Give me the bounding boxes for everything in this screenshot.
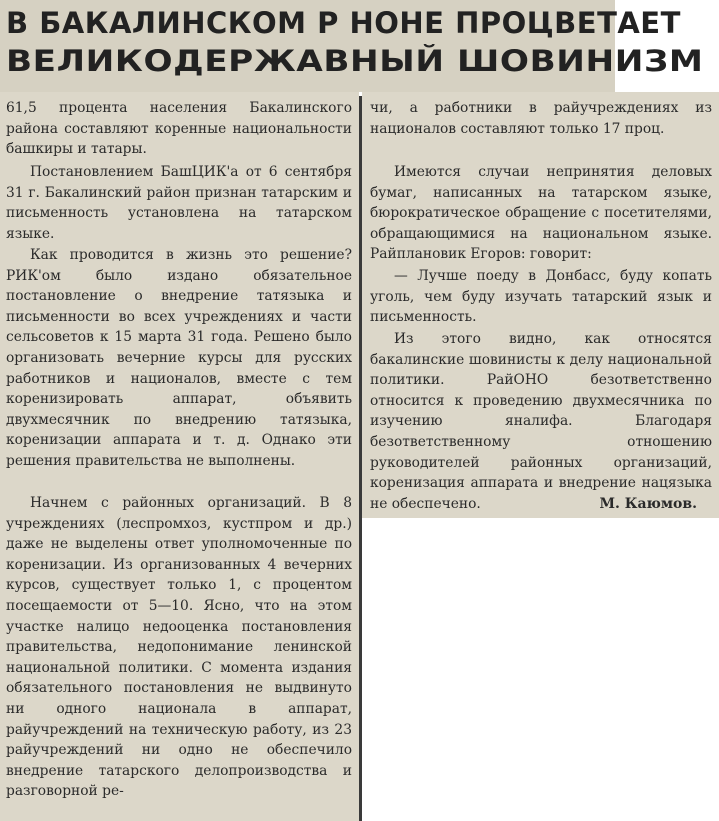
headline bbox=[0, 0, 704, 92]
headline-line-2: ВЕЛИКОДЕРЖАВНЫЙ ШОВИНИЗМ bbox=[6, 44, 704, 78]
paragraph-2: Постановлением БашЦИК'а от 6 сентября 31 г. Бакалинский район признан татарским и письменность установлена на татарском языке. bbox=[6, 164, 352, 242]
right-column bbox=[362, 92, 719, 518]
paragraph-5: чи, а работники в райучреждениях из националов составляют только 17 проц. bbox=[370, 100, 712, 137]
paragraph-8: Из этого видно, как относятся бакалинские шовинисты к делу национальной политики. РайОНО безответственно относится к проведению двухмесячника по изучению яналифа. Благодаря безответственному отношению руководителей районных организаций, коренизация аппарата и внедрение нацязыка не обеспечено. bbox=[370, 331, 712, 512]
paragraph-6: Имеются случаи непринятия деловых бумаг, написанных на татарском языке, бюрократическое обращение с посетителями, обращающимися на национальном языке. Райплановик Егоров: говорит: bbox=[370, 164, 712, 263]
paragraph-7: — Лучше поеду в Донбасс, буду копать уголь, чем буду изучать татарский язык и письменность. bbox=[370, 268, 712, 326]
author-signature: М. Каюмов. bbox=[599, 496, 697, 512]
headline-line-1: В БАКАЛИНСКОМ Р НОНЕ ПРОЦВЕТАЕТ bbox=[6, 6, 681, 40]
paragraph-4: Начнем с районных организаций. В 8 учреждениях (леспромхоз, кустпром и др.) даже не выделены ответ уполномоченные по коренизации. Из организованных 4 вечерних курсов, существует только 1, с процентом посещаемости от 5—10. Ясно, что на этом участке налицо недооценка постановления правительства, недопонимание ленинской национальной политики. С момента издания обязательного постановления не выдвинуто ни одного национала в аппарат, райучреждений на техническую работу, из 23 райучреждений ни одно не обеспечило внедрение татарского делопроизводства и разговорной ре- bbox=[6, 495, 352, 800]
left-column bbox=[0, 92, 359, 821]
paragraph-1: 61,5 процента населения Бакалинского района составляют коренные национальности башкиры и татары. bbox=[6, 100, 352, 158]
paragraph-3: Как проводится в жизнь это решение? РИК'ом было издано обязательное постановление о внедрение татязыка и письменности во всех учреждениях и части сельсоветов к 15 марта 31 года. Решено было организовать вечерние курсы для русских работников и националов, вместе с тем коренизировать аппарат, объявить двухмесячник по внедрению татязыка, коренизации аппарата и т. д. Однако эти решения правительства не выполнены. bbox=[6, 247, 352, 469]
